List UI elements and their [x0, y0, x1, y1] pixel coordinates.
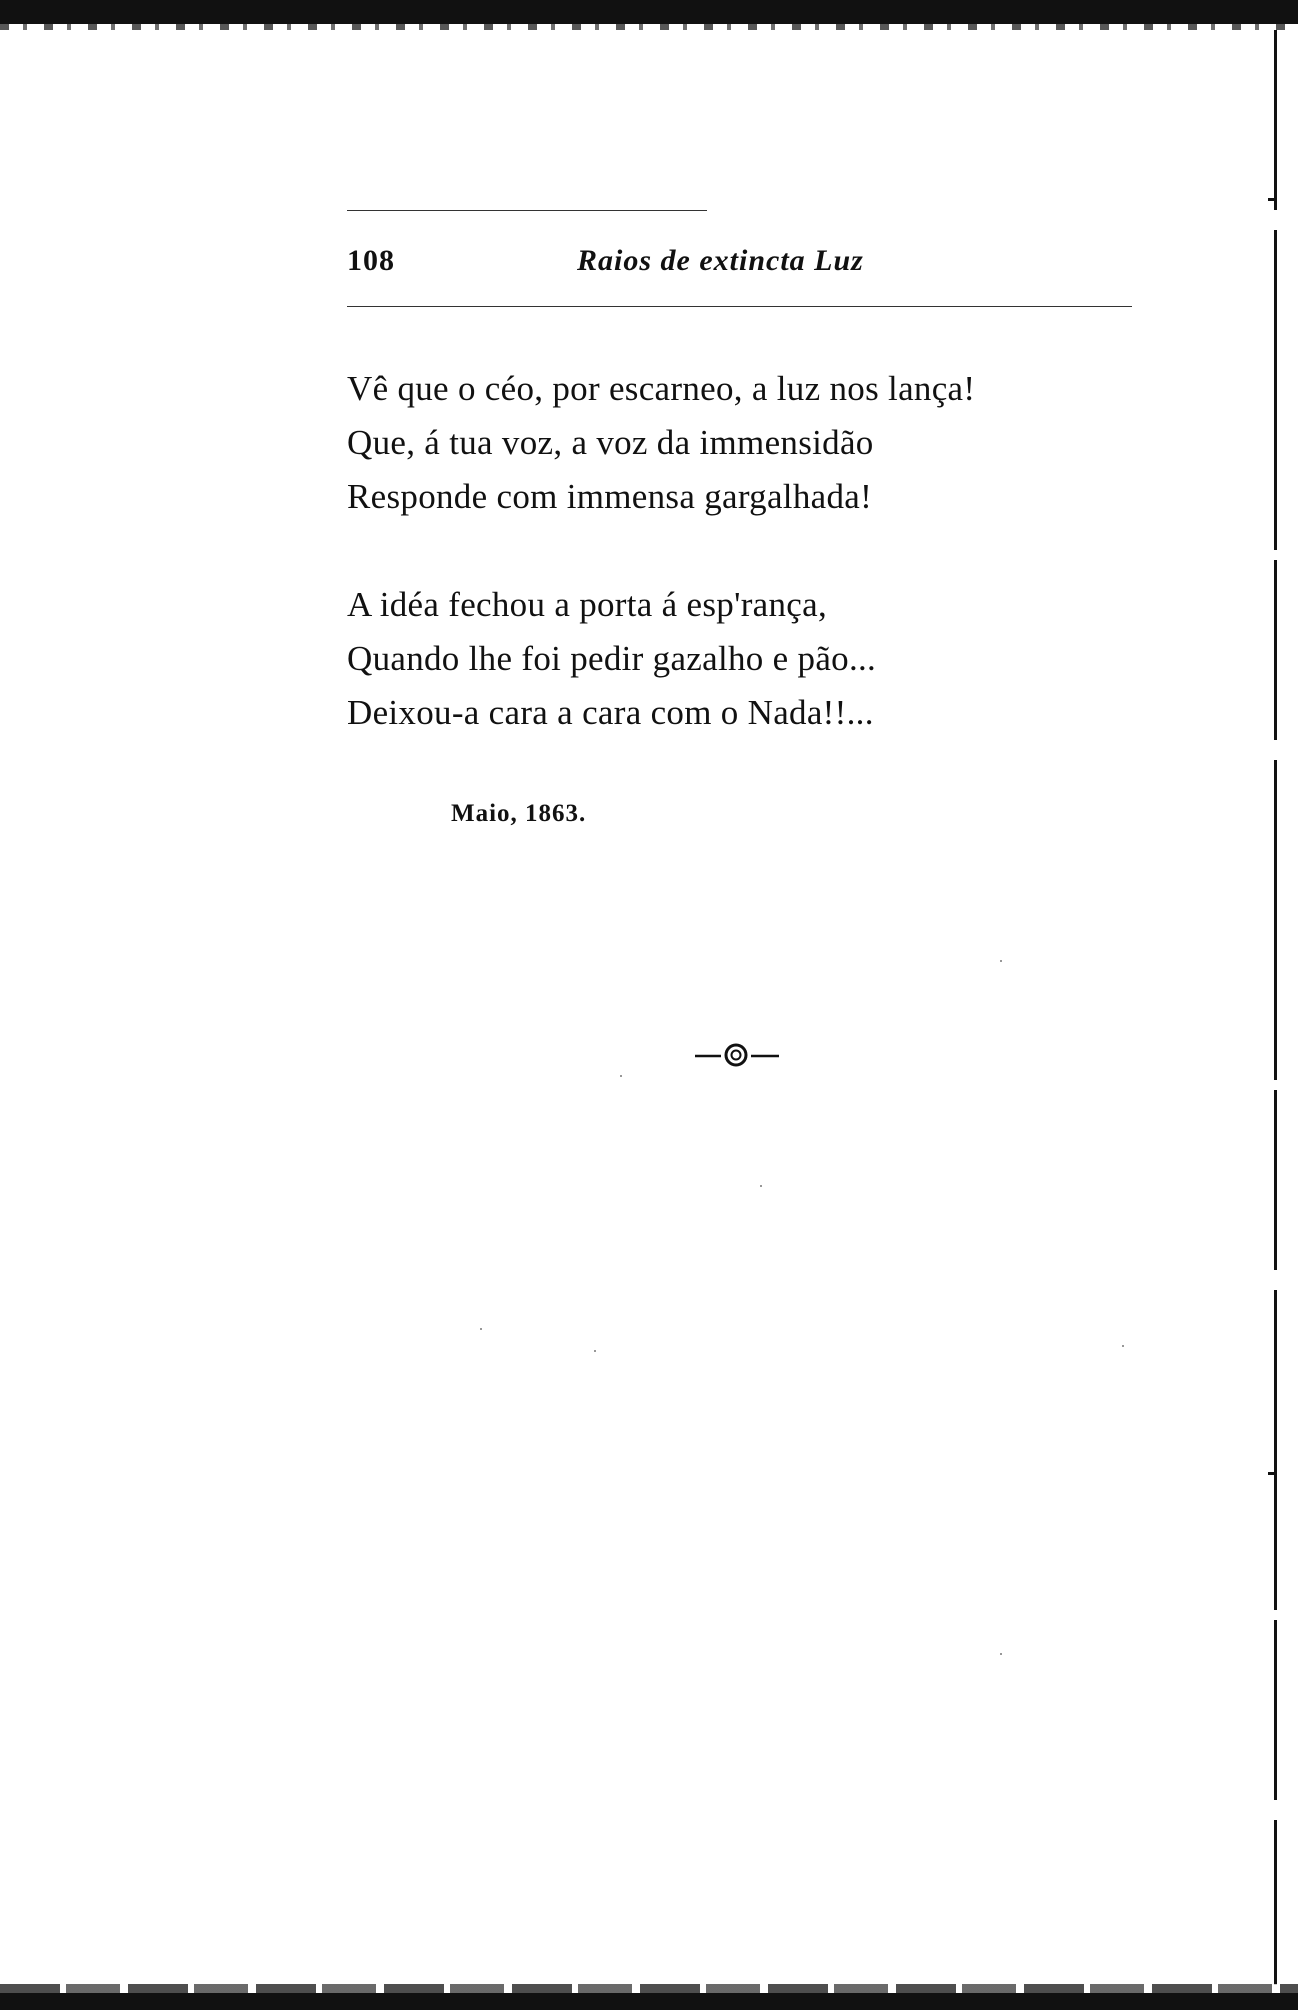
verse-line: A idéa fechou a porta á esp'rança, [347, 585, 828, 624]
header-bottom-rule [347, 306, 1132, 307]
verse-line: Vê que o céo, por escarneo, a luz nos lança! [347, 369, 976, 408]
verse-line: Deixou-a cara a cara com o Nada!!... [347, 693, 874, 732]
scan-speck [1000, 960, 1002, 962]
running-title: Raios de extincta Luz [577, 244, 864, 277]
scan-noise-bottom [0, 1984, 1298, 1993]
poem-dateline: Maio, 1863. [451, 800, 587, 827]
scan-mark [1268, 198, 1276, 201]
scan-speck [480, 1328, 482, 1330]
running-head [347, 244, 1107, 284]
circle-dash-ornament-icon [693, 1040, 783, 1070]
scan-speck [620, 1075, 622, 1077]
scan-speck [1122, 1345, 1124, 1347]
verse-line: Que, á tua voz, a voz da immensidão [347, 423, 874, 462]
scan-mark [1268, 1472, 1276, 1475]
scan-speck [1000, 1653, 1002, 1655]
page-number: 108 [347, 244, 395, 277]
scan-edge-bottom [0, 1993, 1298, 2010]
verse-line: Responde com immensa gargalhada! [347, 477, 873, 516]
scan-speck [760, 1185, 762, 1187]
verse-line: Quando lhe foi pedir gazalho e pão... [347, 639, 877, 678]
stanza-2 [347, 578, 876, 740]
scan-edge-right [1274, 30, 1277, 1985]
stanza-1 [347, 362, 975, 524]
header-top-rule [347, 210, 707, 211]
scan-speck [594, 1350, 596, 1352]
scan-noise-top [0, 24, 1298, 30]
scan-edge-top [0, 0, 1298, 24]
